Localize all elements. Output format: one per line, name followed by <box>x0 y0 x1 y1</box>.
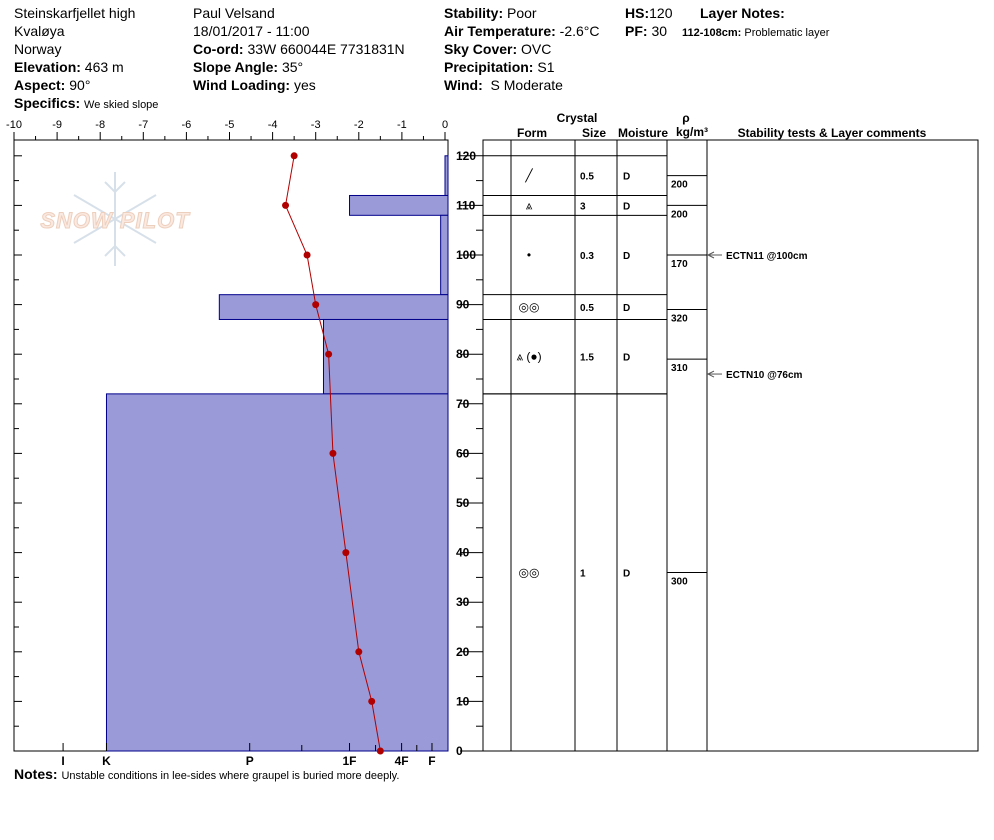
crystal-header: Crystal <box>556 111 598 125</box>
specifics: Specifics: We skied slope <box>14 95 159 111</box>
left-height-ticks <box>14 156 22 751</box>
country: Norway <box>14 41 62 57</box>
location: Steinskarfjellet high <box>14 5 136 21</box>
crystal-form-icon: ⩓ <box>525 198 533 213</box>
region: Kvaløya <box>14 23 65 39</box>
temp-tick-label: 0 <box>441 119 449 131</box>
height-label: 120 <box>456 148 477 163</box>
snow-height: HS:120 <box>625 5 673 21</box>
test-result: ECTN10 @76cm <box>726 370 803 382</box>
hardness-label: 1F <box>342 754 357 768</box>
layer-table <box>483 140 978 751</box>
crystal-size: 1 <box>580 568 586 580</box>
watermark-text: SNOW PILOT <box>40 208 190 233</box>
temp-point <box>291 152 298 159</box>
height-label: 20 <box>456 644 470 659</box>
hardness-bar <box>219 295 448 320</box>
hardness-label: K <box>102 754 111 768</box>
height-label: 80 <box>456 347 470 362</box>
aspect: Aspect: 90° <box>14 77 91 93</box>
temp-tick-label: -5 <box>224 119 235 131</box>
stability: Stability: Poor <box>444 5 537 21</box>
crystal-form-icon: • <box>526 248 532 262</box>
height-axis <box>456 149 483 758</box>
hardness-bar <box>445 156 448 196</box>
moisture-value: D <box>623 352 631 364</box>
datetime: 18/01/2017 - 11:00 <box>193 23 310 39</box>
density-value: 310 <box>671 363 688 375</box>
hardness-profile <box>106 156 448 751</box>
temp-point <box>355 648 362 655</box>
height-label: 10 <box>456 694 470 709</box>
precipitation: Precipitation: S1 <box>444 59 555 75</box>
temp-tick-label: -9 <box>52 119 62 131</box>
notes: Notes: Unstable conditions in lee-sides where graupel is buried more deeply. <box>14 766 400 782</box>
density-value: 200 <box>671 209 688 221</box>
moisture-value: D <box>623 568 631 580</box>
crystal-size: 0.5 <box>580 171 594 183</box>
crystal-size: 1.5 <box>580 352 594 364</box>
crystal-form-icon: ╱ <box>525 168 533 183</box>
hardness-label: 4F <box>394 754 409 768</box>
moisture-value: D <box>623 201 631 213</box>
temp-point <box>304 252 311 259</box>
temp-tick-label: -4 <box>267 119 278 131</box>
moisture-header: Moisture <box>617 126 669 140</box>
density-unit-header: kg/m³ <box>675 125 709 139</box>
wind: Wind: S Moderate <box>444 77 563 93</box>
crystal-form-icon: ◎◎ <box>518 565 540 580</box>
crystal-size: 3 <box>580 201 586 213</box>
hardness-bar <box>323 319 448 393</box>
temp-point <box>282 202 289 209</box>
snowpilot-watermark <box>40 172 190 266</box>
wind-loading: Wind Loading: yes <box>193 77 316 93</box>
stability-tests <box>708 251 808 381</box>
layer-note: 112-108cm: Problematic layer <box>682 27 830 39</box>
comments-header: Stability tests & Layer comments <box>737 126 927 140</box>
crystal-size: 0.5 <box>580 303 594 315</box>
temp-point <box>329 450 336 457</box>
height-label: 0 <box>456 744 463 758</box>
hardness-bar <box>106 394 448 751</box>
density-value: 170 <box>671 259 688 270</box>
temp-tick-label: -1 <box>397 119 407 131</box>
temp-tick-label: -10 <box>6 119 22 131</box>
sky-cover: Sky Cover: OVC <box>444 41 552 57</box>
temp-tick-label: -3 <box>310 119 321 131</box>
hardness-label: I <box>61 754 65 768</box>
form-header: Form <box>517 126 547 140</box>
moisture-value: D <box>623 171 631 183</box>
temp-point <box>325 351 332 358</box>
temp-point <box>377 748 384 755</box>
temp-tick-label: -8 <box>95 119 106 131</box>
height-label: 110 <box>456 198 476 213</box>
density-column <box>667 176 707 588</box>
temp-tick-label: -7 <box>138 119 149 131</box>
crystal-form-icon: ◎◎ <box>518 300 540 315</box>
temp-point <box>342 549 349 556</box>
temp-tick-label: -6 <box>181 119 192 131</box>
hardness-label: P <box>245 754 254 768</box>
temp-point <box>368 698 375 705</box>
crystal-size: 0.3 <box>580 251 594 262</box>
height-label: 100 <box>456 248 477 262</box>
density-value: 300 <box>671 576 688 588</box>
penetration-foot: PF: 30 <box>625 23 668 39</box>
height-label: 40 <box>456 545 470 560</box>
size-header: Size <box>581 126 607 140</box>
crystal-form-icon: ⩓ (●) <box>516 349 542 364</box>
height-label: 60 <box>456 446 470 461</box>
height-label: 50 <box>456 496 470 510</box>
coordinates: Co-ord: 33W 660044E 7731831N <box>193 41 405 57</box>
moisture-value: D <box>623 303 631 315</box>
temperature-axis <box>6 119 448 140</box>
layer-notes-title: Layer Notes: <box>700 5 785 21</box>
density-value: 320 <box>671 313 688 325</box>
height-label: 30 <box>456 595 470 610</box>
elevation: Elevation: 463 m <box>14 59 124 75</box>
hardness-bar <box>441 215 448 294</box>
hardness-bar <box>350 195 448 215</box>
moisture-value: D <box>623 251 631 262</box>
rho-header: ρ <box>682 111 690 125</box>
air-temperature: Air Temperature: -2.6°C <box>444 23 600 39</box>
density-value: 200 <box>671 179 688 191</box>
height-label: 90 <box>456 297 470 312</box>
hardness-label: F <box>428 754 436 768</box>
temp-point <box>312 301 319 308</box>
observer: Paul Velsand <box>193 5 275 21</box>
temp-tick-label: -2 <box>353 119 364 131</box>
height-label: 70 <box>456 396 470 411</box>
test-result: ECTN11 @100cm <box>726 251 808 262</box>
slope-angle: Slope Angle: 35° <box>193 59 304 75</box>
